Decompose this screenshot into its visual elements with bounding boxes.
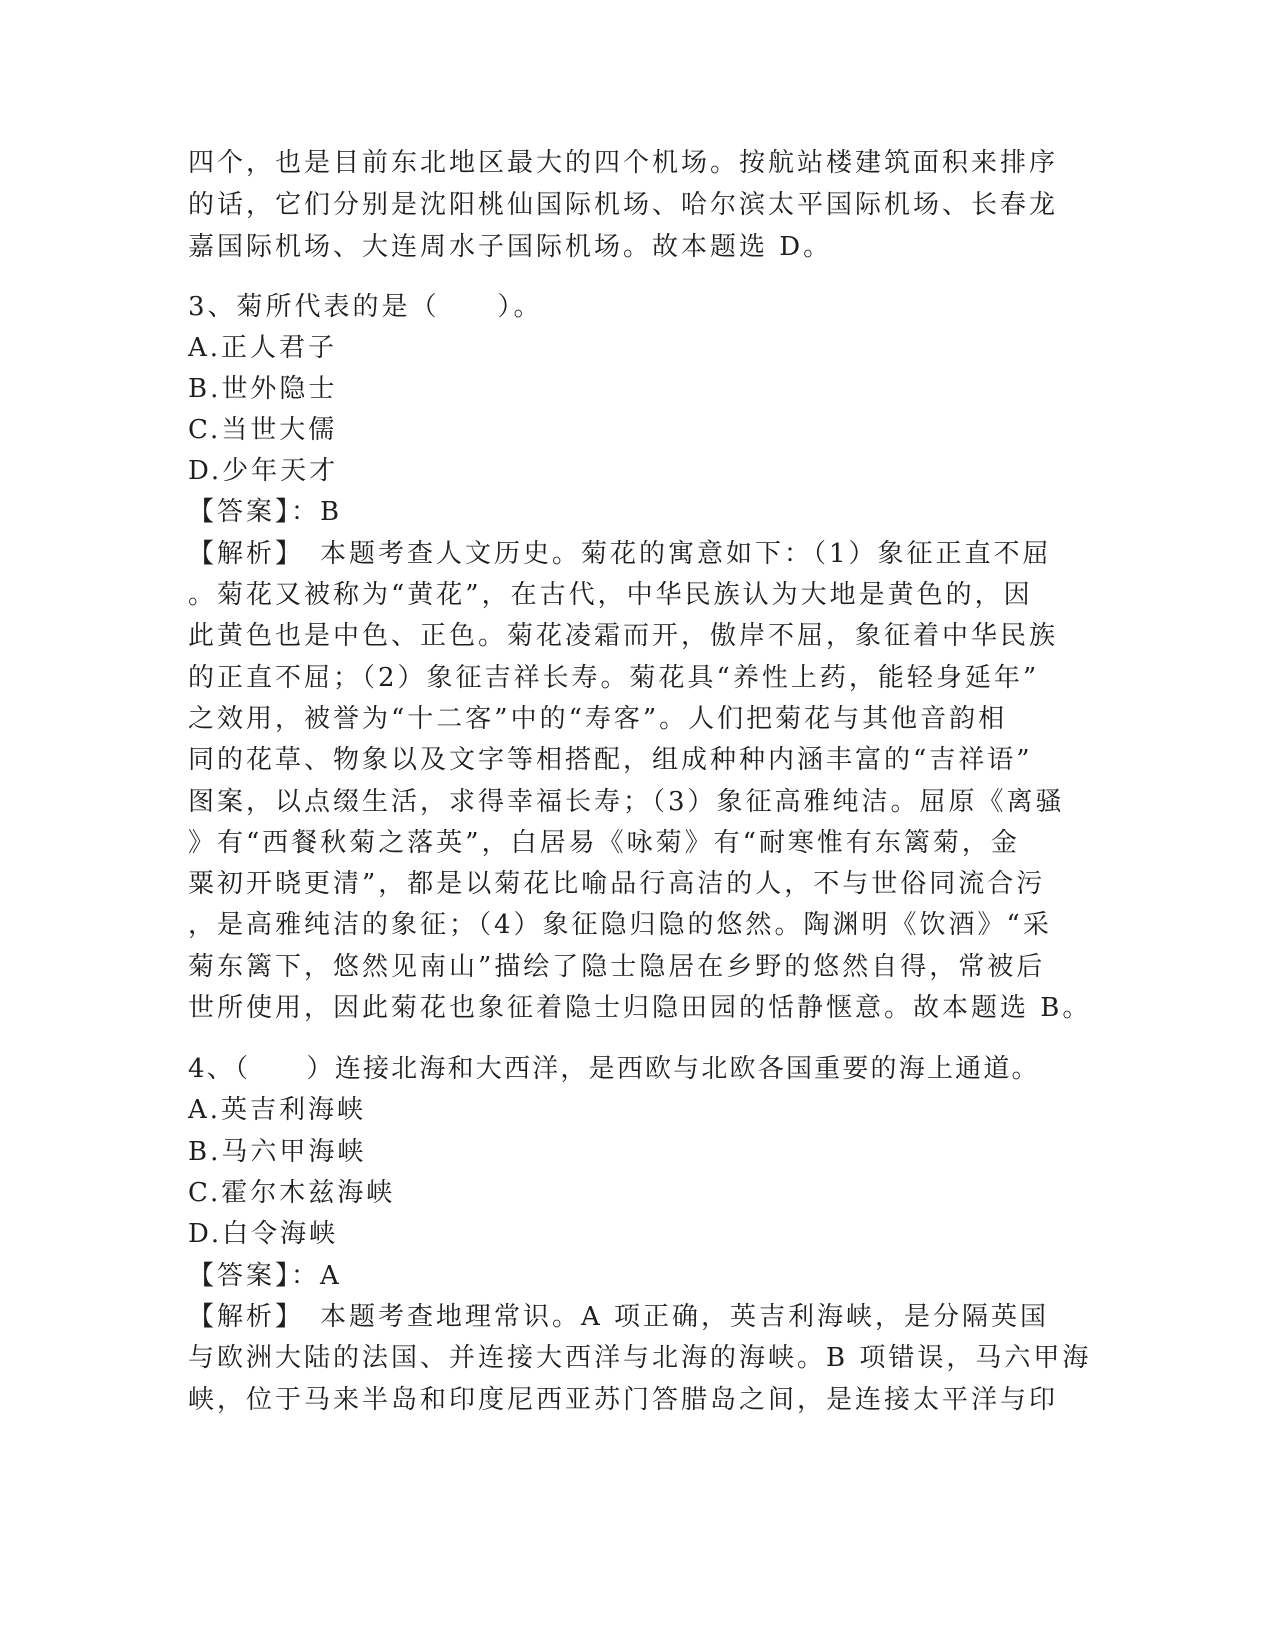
analysis-line: 【解析】 本题考查人文历史。菊花的寓意如下：（1）象征正直不屈: [188, 539, 1052, 569]
option-c: C.霍尔木兹海峡: [188, 1178, 396, 1208]
option-a: A.正人君子: [188, 333, 338, 363]
analysis-line: 【解析】 本题考查地理常识。A 项正确，英吉利海峡，是分隔英国: [188, 1302, 1050, 1332]
analysis-line: 的正直不屈；（2）象征吉祥长寿。菊花具“养性上药，能轻身延年”: [188, 663, 1040, 693]
analysis-line: 峡，位于马来半岛和印度尼西亚苏门答腊岛之间，是连接太平洋与印: [188, 1385, 1059, 1415]
analysis-line: 》有“西餐秋菊之落英”，白居易《咏菊》有“耐寒惟有东篱菊，金: [188, 828, 1020, 858]
option-a: A.英吉利海峡: [188, 1095, 367, 1125]
analysis-line: 菊东篱下，悠然见南山”描绘了隐士隐居在乡野的悠然自得，常被后: [188, 952, 1046, 982]
analysis-line: 之效用，被誉为“十二客”中的“寿客”。人们把菊花与其他音韵相: [188, 704, 1008, 734]
option-b: B.马六甲海峡: [188, 1137, 367, 1167]
option-d: D.白令海峡: [188, 1219, 339, 1249]
question-stem: 3、菊所代表的是（ ）。: [188, 292, 543, 322]
answer-line: 【答案】：A: [188, 1261, 342, 1291]
option-b: B.世外隐士: [188, 374, 338, 404]
analysis-line: 与欧洲大陆的法国、并连接大西洋与北海的海峡。B 项错误，马六甲海: [188, 1343, 1092, 1373]
analysis-line: 图案，以点缀生活，求得幸福长寿；（3）象征高雅纯洁。屈原《离骚: [188, 787, 1065, 817]
continuation-line: 嘉国际机场、大连周水子国际机场。故本题选 D。: [188, 232, 833, 262]
option-d: D.少年天才: [188, 456, 339, 486]
analysis-line: 此黄色也是中色、正色。菊花凌霜而开，傲岸不屈，象征着中华民族: [188, 621, 1059, 651]
continuation-line: 的话，它们分别是沈阳桃仙国际机场、哈尔滨太平国际机场、长春龙: [188, 190, 1059, 220]
question-stem: 4、（ ）连接北海和大西洋，是西欧与北欧各国重要的海上通道。: [188, 1054, 1040, 1084]
continuation-line: 四个，也是目前东北地区最大的四个机场。按航站楼建筑面积来排序: [188, 148, 1059, 178]
analysis-line: 粟初开晓更清”，都是以菊花比喻品行高洁的人，不与世俗同流合污: [188, 869, 1046, 899]
analysis-line: ，是高雅纯洁的象征；（4）象征隐归隐的悠然。陶渊明《饮酒》“采: [188, 910, 1052, 940]
answer-line: 【答案】：B: [188, 497, 343, 527]
analysis-line: 世所使用，因此菊花也象征着隐士归隐田园的恬静惬意。故本题选 B。: [188, 993, 1092, 1023]
analysis-line: 。菊花又被称为“黄花”，在古代，中华民族认为大地是黄色的，因: [188, 580, 1033, 610]
analysis-line: 同的花草、物象以及文字等相搭配，组成种种内涵丰富的“吉祥语”: [188, 745, 1033, 775]
option-c: C.当世大儒: [188, 415, 338, 445]
